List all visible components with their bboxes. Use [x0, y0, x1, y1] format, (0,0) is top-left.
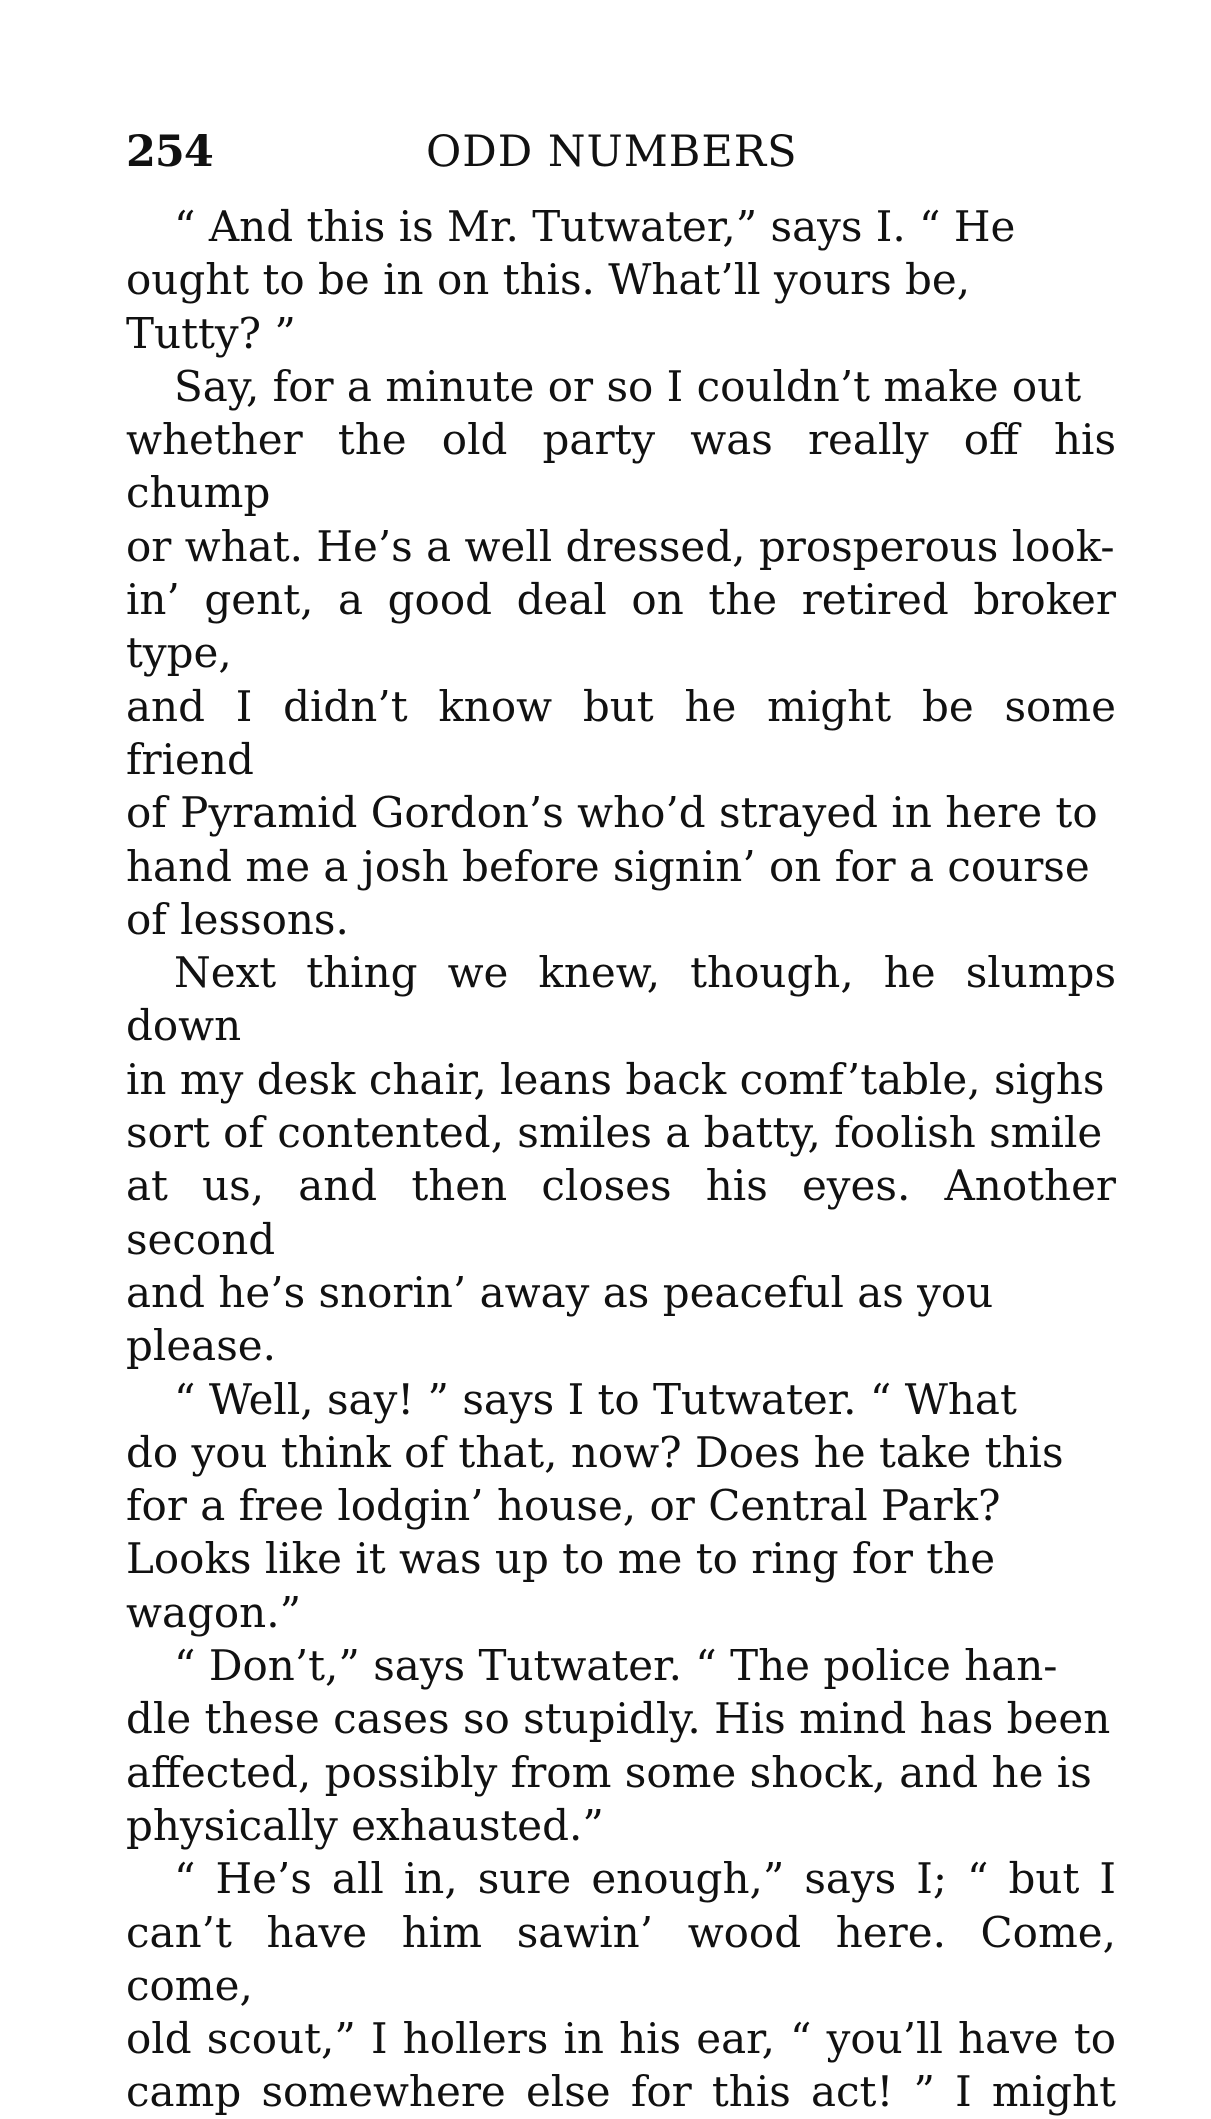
text-line: whether the old party was really off his chump	[126, 415, 1116, 518]
text-line: wagon.”	[126, 1587, 302, 1637]
text-line: please.	[126, 1321, 276, 1371]
text-line: dle these cases so stupidly. His mind has been	[126, 1694, 1111, 1744]
text-line: camp somewhere else for this act! ” I might	[126, 2067, 1116, 2117]
text-line: Looks like it was up to me to ring for the	[126, 1534, 996, 1584]
running-title: ODD NUMBERS	[426, 127, 798, 177]
paragraph-5	[126, 1639, 1116, 1852]
page-number: 254	[126, 127, 213, 177]
text-line: and I didn’t know but he might be some friend	[126, 681, 1116, 784]
text-line: ought to be in on this. What’ll yours be,	[126, 255, 971, 305]
text-line: and he’s snorin’ away as peaceful as you	[126, 1267, 994, 1317]
text-line: “ He’s all in, sure enough,” says I; “ but I	[174, 1854, 1116, 1904]
text-line: can’t have him sawin’ wood here. Come, come,	[126, 1907, 1116, 2010]
text-line: for a free lodgin’ house, or Central Park?	[126, 1481, 1001, 1531]
body-text	[126, 200, 1116, 2119]
text-line: Tutty? ”	[126, 308, 296, 358]
text-line: Next thing we knew, though, he slumps down	[126, 948, 1116, 1051]
text-line: old scout,” I hollers in his ear, “ you’ll have to	[126, 2014, 1116, 2064]
text-line: sort of contented, smiles a batty, foolish smile	[126, 1108, 1103, 1158]
running-head	[126, 122, 1116, 182]
text-line: do you think of that, now? Does he take this	[126, 1427, 1064, 1477]
text-line: in’ gent, a good deal on the retired broker type,	[126, 575, 1116, 678]
text-line: in my desk chair, leans back comf’table, sighs	[126, 1054, 1105, 1104]
text-line: or what. He’s a well dressed, prosperous look-	[126, 521, 1115, 571]
text-line: affected, possibly from some shock, and he is	[126, 1747, 1092, 1797]
text-line: “ And this is Mr. Tutwater,” says I. “ He	[174, 202, 1016, 251]
text-line: hand me a josh before signin’ on for a course	[126, 841, 1090, 891]
paragraph-6	[126, 1852, 1116, 2118]
text-line: physically exhausted.”	[126, 1800, 604, 1850]
text-line: of Pyramid Gordon’s who’d strayed in here to	[126, 788, 1098, 838]
text-line: at us, and then closes his eyes. Another second	[126, 1161, 1116, 1264]
text-line: of lessons.	[126, 894, 349, 944]
paragraph-4	[126, 1373, 1116, 1639]
text-line: Say, for a minute or so I couldn’t make out	[174, 361, 1082, 411]
paragraph-1	[126, 200, 1116, 360]
text-line: “ Don’t,” says Tutwater. “ The police han-	[174, 1641, 1058, 1691]
paragraph-3	[126, 946, 1116, 1372]
paragraph-2	[126, 360, 1116, 946]
text-line: “ Well, say! ” says I to Tutwater. “ What	[174, 1374, 1017, 1424]
